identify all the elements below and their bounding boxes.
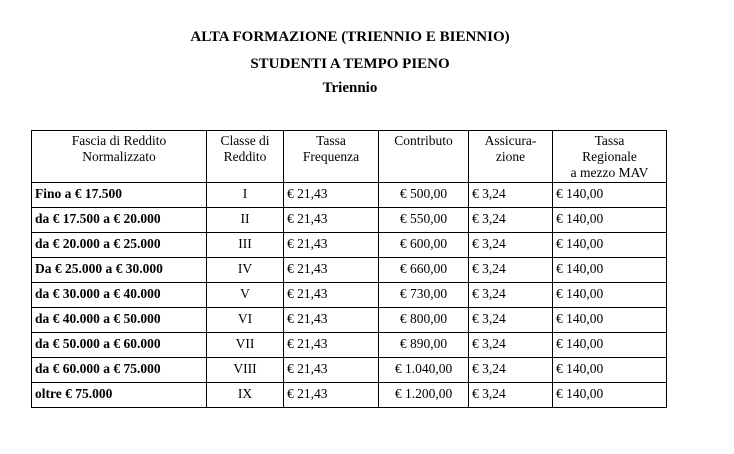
cell-fascia: da € 40.000 a € 50.000 [32,308,207,333]
cell-assicurazione: € 3,24 [469,233,553,258]
cell-tassa-regionale: € 140,00 [553,383,667,408]
cell-assicurazione: € 3,24 [469,358,553,383]
cell-assicurazione: € 3,24 [469,383,553,408]
cell-contributo: € 660,00 [379,258,469,283]
header-text: zione [495,149,526,164]
document-subtitle: STUDENTI A TEMPO PIENO [250,56,450,72]
cell-tassa-frequenza: € 21,43 [284,183,379,208]
cell-tassa-regionale: € 140,00 [553,283,667,308]
cell-fascia: Fino a € 17.500 [32,183,207,208]
cell-contributo: € 890,00 [379,333,469,358]
cell-fascia: Da € 25.000 a € 30.000 [32,258,207,283]
cell-assicurazione: € 3,24 [469,258,553,283]
header-text: Tassa [594,133,625,148]
table-row [32,183,667,208]
cell-classe: IX [207,383,284,408]
cell-fascia: da € 30.000 a € 40.000 [32,283,207,308]
fee-table [31,130,667,408]
cell-tassa-regionale: € 140,00 [553,258,667,283]
column-header-fascia [32,131,207,183]
cell-tassa-frequenza: € 21,43 [284,383,379,408]
table-row [32,333,667,358]
header-text: a mezzo MAV [570,165,649,180]
cell-contributo: € 500,00 [379,183,469,208]
cell-contributo: € 730,00 [379,283,469,308]
cell-tassa-regionale: € 140,00 [553,183,667,208]
header-text: Contributo [394,133,453,148]
table-row [32,258,667,283]
header-text: Assicura- [484,133,537,148]
cell-assicurazione: € 3,24 [469,333,553,358]
column-header-tassa-frequenza [284,131,379,183]
cell-fascia: da € 17.500 a € 20.000 [32,208,207,233]
cell-tassa-frequenza: € 21,43 [284,208,379,233]
header-text: Reddito [223,149,267,164]
table-row [32,233,667,258]
header-text: Normalizzato [82,149,156,164]
cell-tassa-frequenza: € 21,43 [284,358,379,383]
column-header-tassa-regionale [553,131,667,183]
cell-contributo: € 1.040,00 [379,358,469,383]
cell-fascia: da € 50.000 a € 60.000 [32,333,207,358]
header-text: Classe di [220,133,270,148]
cell-tassa-frequenza: € 21,43 [284,308,379,333]
table-row [32,308,667,333]
cell-tassa-regionale: € 140,00 [553,233,667,258]
table-row [32,208,667,233]
cell-classe: II [207,208,284,233]
cell-fascia: da € 20.000 a € 25.000 [32,233,207,258]
header-text: Regionale [582,149,637,164]
column-header-classe [207,131,284,183]
cell-contributo: € 800,00 [379,308,469,333]
table-header-row [32,131,667,183]
cell-assicurazione: € 3,24 [469,308,553,333]
document-title: ALTA FORMAZIONE (TRIENNIO E BIENNIO) [190,29,510,45]
header-text: Fascia di Reddito [71,133,167,148]
cell-classe: VI [207,308,284,333]
header-text: Frequenza [302,149,360,164]
cell-contributo: € 550,00 [379,208,469,233]
cell-tassa-regionale: € 140,00 [553,358,667,383]
cell-contributo: € 1.200,00 [379,383,469,408]
cell-assicurazione: € 3,24 [469,183,553,208]
column-header-contributo [379,131,469,183]
cell-contributo: € 600,00 [379,233,469,258]
section-label: Triennio [322,80,378,96]
cell-classe: III [207,233,284,258]
cell-assicurazione: € 3,24 [469,283,553,308]
cell-tassa-frequenza: € 21,43 [284,333,379,358]
cell-tassa-frequenza: € 21,43 [284,258,379,283]
header-text: Tassa [316,133,346,148]
cell-assicurazione: € 3,24 [469,208,553,233]
cell-classe: VIII [207,358,284,383]
column-header-assicurazione [469,131,553,183]
cell-tassa-frequenza: € 21,43 [284,233,379,258]
cell-tassa-regionale: € 140,00 [553,333,667,358]
cell-classe: V [207,283,284,308]
cell-tassa-frequenza: € 21,43 [284,283,379,308]
table-row [32,383,667,408]
cell-tassa-regionale: € 140,00 [553,308,667,333]
cell-classe: I [207,183,284,208]
cell-fascia: da € 60.000 a € 75.000 [32,358,207,383]
table-row [32,283,667,308]
cell-classe: VII [207,333,284,358]
table-row [32,358,667,383]
cell-classe: IV [207,258,284,283]
cell-tassa-regionale: € 140,00 [553,208,667,233]
cell-fascia: oltre € 75.000 [32,383,207,408]
